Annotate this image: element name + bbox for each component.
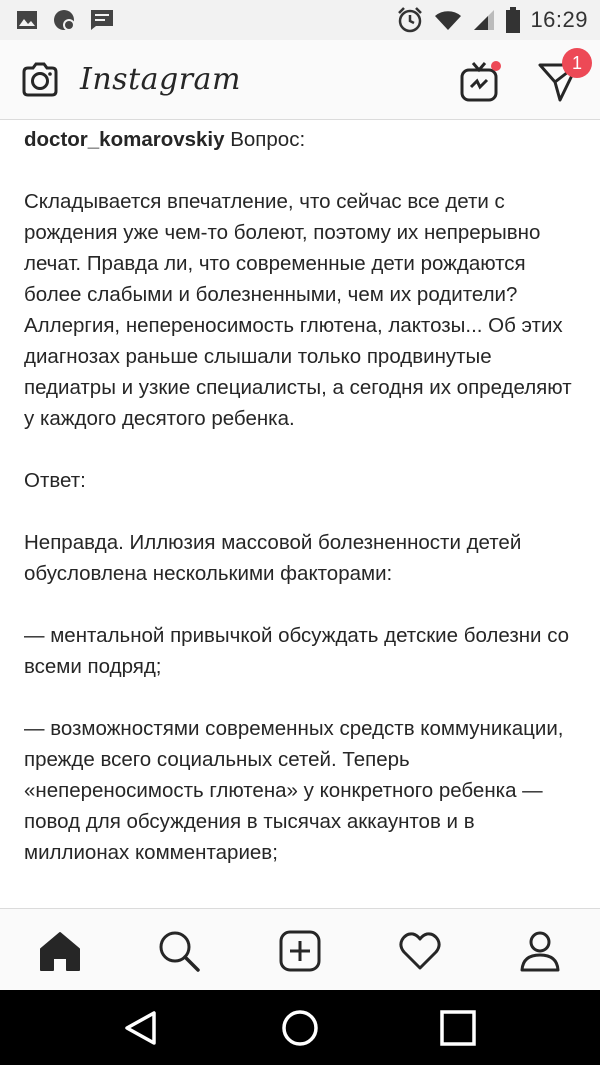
caption-paragraph: Ответ: bbox=[24, 469, 86, 492]
wifi-icon bbox=[434, 8, 462, 32]
notification-badge: 1 bbox=[562, 48, 592, 78]
search-icon[interactable] bbox=[157, 929, 201, 973]
camera-icon[interactable] bbox=[20, 60, 60, 100]
status-bar bbox=[0, 0, 600, 40]
battery-icon bbox=[506, 7, 520, 33]
caption-start: Вопрос: bbox=[230, 128, 306, 151]
status-time: 16:29 bbox=[530, 7, 588, 32]
instagram-logo: Instagram bbox=[80, 62, 241, 97]
system-icons bbox=[396, 6, 588, 34]
instagram-header bbox=[0, 40, 600, 120]
caption-paragraph: Неправда. Иллюзия массовой болезненности детей обусловлена несколькими факторами: bbox=[24, 531, 522, 585]
bottom-navigation bbox=[0, 908, 600, 990]
gallery-icon bbox=[16, 9, 38, 31]
new-post-icon[interactable] bbox=[278, 929, 322, 973]
alarm-icon bbox=[396, 6, 424, 34]
activity-heart-icon[interactable] bbox=[398, 929, 442, 973]
home-circle-icon[interactable] bbox=[280, 1008, 320, 1048]
igtv-icon[interactable] bbox=[458, 60, 504, 104]
notification-icons bbox=[16, 8, 114, 32]
caption-paragraph: — ментальной привычкой обсуждать детские болезни со всеми подряд; bbox=[24, 624, 570, 678]
back-icon[interactable] bbox=[122, 1008, 162, 1048]
caption-paragraph: Складывается впечатление, что сейчас все дети с рождения уже чем-то болеют, поэтому их непрерывно лечат. Правда ли, что современные дети рождаются более слабыми и болезненными, чем их родители? Аллергия, непереносимость глютена, лактозы... Об этих диагнозах раньше слышали только продвинутые педиатры и узкие специалисты, а сегодня их определяют у каждого десятого ребенка. bbox=[24, 190, 572, 430]
profile-icon[interactable] bbox=[518, 929, 562, 973]
android-navigation-bar bbox=[0, 990, 600, 1065]
recents-icon[interactable] bbox=[438, 1008, 478, 1048]
signal-icon bbox=[472, 8, 496, 32]
caption-paragraph: — возможностями современных средств коммуникации, прежде всего социальных сетей. Теперь «непереносимость глютена» у конкретного ребенка — повод для обсуждения в тысячах аккаунтов и в миллионах комментариев; bbox=[24, 717, 564, 864]
username-link[interactable]: doctor_komarovskiy bbox=[24, 128, 225, 151]
caption-header bbox=[24, 124, 580, 155]
post-caption bbox=[24, 124, 580, 908]
message-notification-icon bbox=[90, 9, 114, 31]
app-notification-icon bbox=[52, 8, 76, 32]
home-icon[interactable] bbox=[38, 929, 82, 973]
